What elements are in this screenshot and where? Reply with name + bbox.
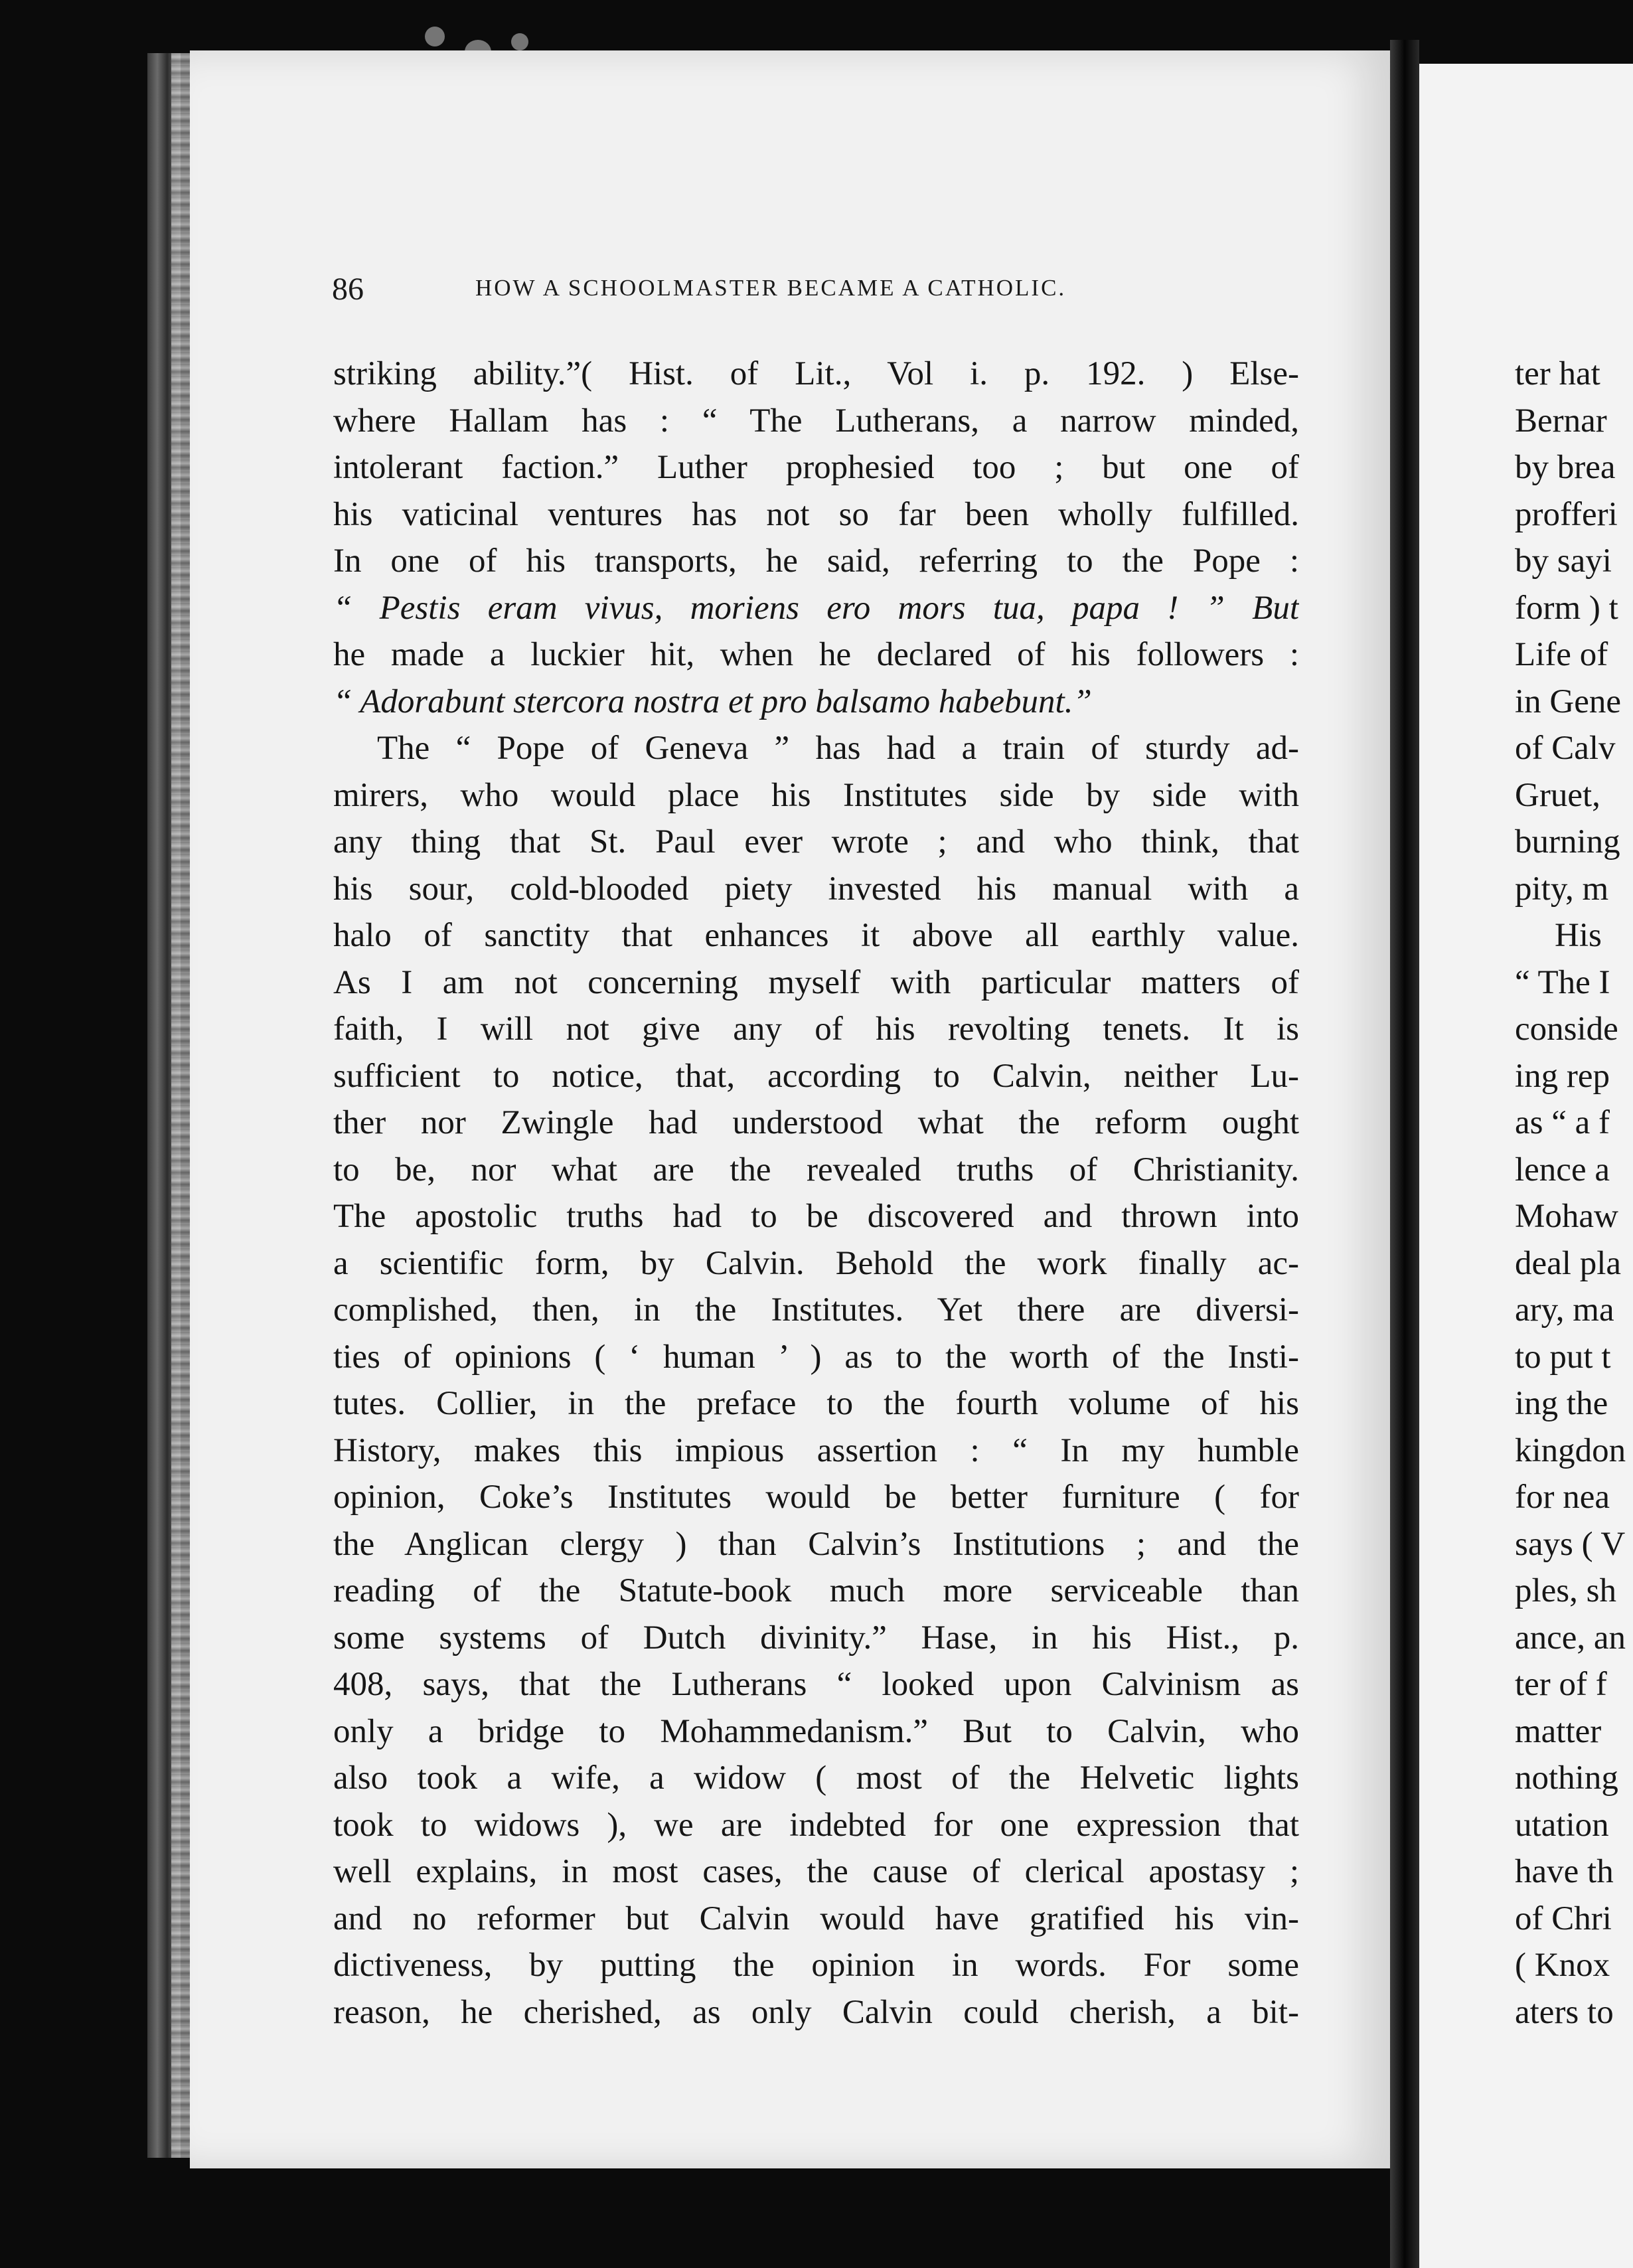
right-text-line: nothing (1515, 1759, 1618, 1797)
text-line: The “ Pope of Geneva ” has had a train of sturdy ad- (377, 730, 1299, 767)
right-text-line: of Chri (1515, 1900, 1612, 1937)
text-line: striking ability.”( Hist. of Lit., Vol i. p. 192. ) Else- (333, 355, 1299, 392)
text-line: where Hallam has : “ The Lutherans, a narrow minded, (333, 402, 1299, 440)
text-line: halo of sanctity that enhances it above all earthly value. (333, 917, 1299, 954)
right-page-text (1515, 351, 1633, 2036)
right-text-line: ter hat (1515, 355, 1600, 392)
right-text-line: ples, sh (1515, 1572, 1616, 1609)
text-line: complished, then, in the Institutes. Yet there are diversi- (333, 1291, 1299, 1329)
text-line: and no reformer but Calvin would have gratified his vin- (333, 1900, 1299, 1937)
page-number: 86 (332, 272, 364, 307)
text-line: “ Pestis eram vivus, moriens ero mors tua, papa ! ” But (333, 589, 1299, 627)
text-line: some systems of Dutch divinity.” Hase, in his Hist., p. (333, 1619, 1299, 1657)
right-text-line: ance, an (1515, 1619, 1626, 1657)
text-line: his sour, cold-blooded piety invested his manual with a (333, 870, 1299, 908)
right-text-line: lence a (1515, 1151, 1610, 1188)
text-line: he made a luckier hit, when he declared of his followers : (333, 636, 1299, 673)
right-text-line: ing the (1515, 1385, 1608, 1422)
text-line: faith, I will not give any of his revolting tenets. It is (333, 1011, 1299, 1048)
scan-speck (511, 33, 528, 50)
page-gutter (1390, 40, 1419, 2268)
text-line: sufficient to notice, that, according to Calvin, neither Lu- (333, 1057, 1299, 1095)
right-text-line: ing rep (1515, 1057, 1610, 1095)
binding-edge (171, 53, 190, 2158)
text-line: History, makes this impious assertion : “ In my humble (333, 1431, 1299, 1469)
right-text-line: utation (1515, 1806, 1609, 1844)
right-text-line: matter (1515, 1712, 1602, 1750)
text-line: the Anglican clergy ) than Calvin’s Institutions ; and the (333, 1525, 1299, 1563)
text-line: ties of opinions ( ‘ human ’ ) as to the worth of the Insti- (333, 1338, 1299, 1376)
text-line: a scientific form, by Calvin. Behold the work finally ac- (333, 1244, 1299, 1282)
right-text-line: by sayi (1515, 542, 1612, 580)
right-text-line: burning (1515, 823, 1620, 860)
right-text-line: Mohaw (1515, 1198, 1618, 1235)
right-text-line: have th (1515, 1853, 1614, 1890)
right-text-line: form ) t (1515, 589, 1618, 627)
right-text-line: for nea (1515, 1479, 1610, 1516)
running-title: HOW A SCHOOLMASTER BECAME A CATHOLIC. (475, 275, 1067, 301)
right-text-line: says ( V (1515, 1525, 1626, 1563)
right-text-line: profferi (1515, 495, 1618, 533)
text-line: As I am not concerning myself with particular matters of (333, 963, 1299, 1001)
right-text-line: pity, m (1515, 870, 1609, 908)
body-text (333, 351, 1299, 2036)
text-line: “ Adorabunt stercora nostra et pro balsamo habebunt.” (333, 683, 1092, 720)
text-line: opinion, Coke’s Institutes would be better furniture ( for (333, 1479, 1299, 1516)
right-text-line: Life of (1515, 636, 1608, 673)
text-line: well explains, in most cases, the cause of clerical apostasy ; (333, 1853, 1299, 1890)
text-line: took to widows ), we are indebted for one expression that (333, 1806, 1299, 1844)
right-text-line: aters to (1515, 1993, 1614, 2031)
text-line: The apostolic truths had to be discovered and thrown into (333, 1198, 1299, 1235)
text-line: intolerant faction.” Luther prophesied too ; but one of (333, 449, 1299, 486)
right-text-line: in Gene (1515, 683, 1622, 720)
text-line: mirers, who would place his Institutes side by side with (333, 776, 1299, 814)
right-text-line: deal pla (1515, 1244, 1621, 1282)
right-text-line: kingdon (1515, 1431, 1626, 1469)
right-text-line: as “ a f (1515, 1104, 1610, 1141)
text-line: reason, he cherished, as only Calvin could cherish, a bit- (333, 1993, 1299, 2031)
right-text-line: ary, ma (1515, 1291, 1614, 1329)
text-line: ther nor Zwingle had understood what the reform ought (333, 1104, 1299, 1141)
text-line: dictiveness, by putting the opinion in words. For some (333, 1947, 1299, 1984)
text-line: In one of his transports, he said, referring to the Pope : (333, 542, 1299, 580)
right-text-line: of Calv (1515, 730, 1616, 767)
text-line: also took a wife, a widow ( most of the Helvetic lights (333, 1759, 1299, 1797)
right-text-line: His (1555, 917, 1602, 954)
text-line: his vaticinal ventures has not so far been wholly fulfilled. (333, 495, 1299, 533)
text-line: reading of the Statute-book much more serviceable than (333, 1572, 1299, 1609)
text-line: 408, says, that the Lutherans “ looked upon Calvinism as (333, 1666, 1299, 1703)
right-text-line: by brea (1515, 449, 1616, 486)
text-line: to be, nor what are the revealed truths of Christianity. (333, 1151, 1299, 1188)
right-text-line: Gruet, (1515, 776, 1600, 814)
scan-speck (425, 27, 445, 46)
right-text-line: conside (1515, 1011, 1618, 1048)
running-head (332, 271, 1182, 311)
text-line: any thing that St. Paul ever wrote ; and who think, that (333, 823, 1299, 860)
right-text-line: to put t (1515, 1338, 1611, 1376)
right-text-line: “ The I (1515, 963, 1610, 1001)
text-line: tutes. Collier, in the preface to the fourth volume of his (333, 1385, 1299, 1422)
right-text-line: ter of f (1515, 1666, 1607, 1703)
text-line: only a bridge to Mohammedanism.” But to Calvin, who (333, 1712, 1299, 1750)
right-text-line: Bernar (1515, 402, 1607, 440)
right-text-line: ( Knox (1515, 1947, 1610, 1984)
